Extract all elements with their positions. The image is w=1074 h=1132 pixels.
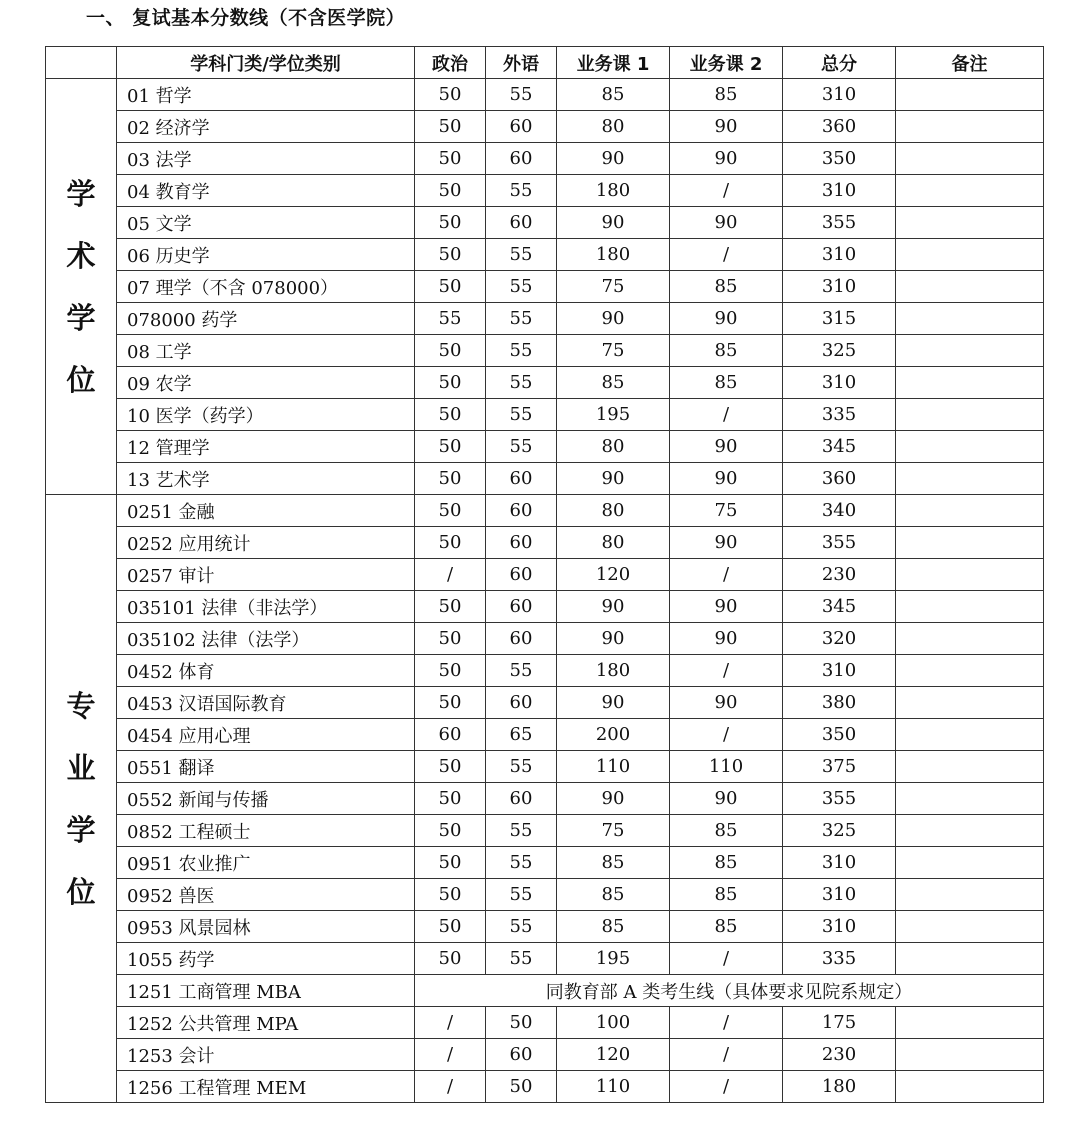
table-row — [46, 1071, 1044, 1103]
header-course1: 业务课 1 — [557, 47, 670, 79]
group-label-char: 学 — [66, 300, 96, 335]
cell-politics: 50 — [415, 591, 486, 623]
table-row — [46, 783, 1044, 815]
cell-politics: 50 — [415, 399, 486, 431]
cell-subject: 1055 药学 — [117, 943, 415, 975]
cell-remarks — [896, 591, 1044, 623]
group-label-char: 术 — [66, 238, 96, 273]
cell-subject: 04 教育学 — [117, 175, 415, 207]
cell-foreign-language: 55 — [486, 815, 557, 847]
cell-subject: 05 文学 — [117, 207, 415, 239]
cell-course1: 110 — [557, 751, 670, 783]
cell-subject: 07 理学（不含 078000） — [117, 271, 415, 303]
cell-politics: 50 — [415, 751, 486, 783]
cell-remarks — [896, 719, 1044, 751]
cell-course1: 85 — [557, 79, 670, 111]
cell-course1: 200 — [557, 719, 670, 751]
cell-course2: 90 — [670, 431, 783, 463]
cell-politics: 50 — [415, 655, 486, 687]
cell-remarks — [896, 431, 1044, 463]
cell-foreign-language: 55 — [486, 399, 557, 431]
table-row — [46, 495, 1044, 527]
cell-foreign-language: 50 — [486, 1071, 557, 1103]
cell-remarks — [896, 687, 1044, 719]
cell-total: 310 — [783, 847, 896, 879]
table-row — [46, 751, 1044, 783]
cell-course1: 90 — [557, 591, 670, 623]
cell-subject: 0452 体育 — [117, 655, 415, 687]
cell-total: 180 — [783, 1071, 896, 1103]
cell-politics: 50 — [415, 815, 486, 847]
cell-subject: 0852 工程硕士 — [117, 815, 415, 847]
cell-politics: 50 — [415, 943, 486, 975]
cell-total: 335 — [783, 943, 896, 975]
cell-course2: / — [670, 1007, 783, 1039]
cell-course1: 75 — [557, 335, 670, 367]
cell-foreign-language: 55 — [486, 79, 557, 111]
cell-politics: 50 — [415, 79, 486, 111]
cell-course1: 80 — [557, 527, 670, 559]
cell-total: 310 — [783, 911, 896, 943]
cell-remarks — [896, 559, 1044, 591]
cell-course1: 90 — [557, 623, 670, 655]
cell-politics: 50 — [415, 335, 486, 367]
cell-merged-note: 同教育部 A 类考生线（具体要求见院系规定） — [415, 975, 1044, 1007]
cell-course1: 90 — [557, 143, 670, 175]
cell-foreign-language: 55 — [486, 175, 557, 207]
cell-subject: 0552 新闻与传播 — [117, 783, 415, 815]
cell-total: 230 — [783, 559, 896, 591]
score-table — [45, 46, 1044, 1103]
cell-course2: / — [670, 719, 783, 751]
group-label-char: 位 — [66, 362, 96, 397]
cell-course1: 90 — [557, 783, 670, 815]
table-row — [46, 431, 1044, 463]
cell-course2: 90 — [670, 207, 783, 239]
cell-remarks — [896, 239, 1044, 271]
cell-course1: 80 — [557, 495, 670, 527]
cell-politics: 50 — [415, 111, 486, 143]
cell-course1: 90 — [557, 687, 670, 719]
cell-foreign-language: 55 — [486, 303, 557, 335]
cell-remarks — [896, 207, 1044, 239]
cell-remarks — [896, 847, 1044, 879]
cell-foreign-language: 55 — [486, 751, 557, 783]
cell-course1: 100 — [557, 1007, 670, 1039]
cell-politics: / — [415, 559, 486, 591]
cell-course1: 80 — [557, 431, 670, 463]
cell-course2: / — [670, 175, 783, 207]
cell-total: 310 — [783, 79, 896, 111]
cell-foreign-language: 55 — [486, 431, 557, 463]
cell-foreign-language: 55 — [486, 239, 557, 271]
table-row — [46, 239, 1044, 271]
cell-course1: 180 — [557, 655, 670, 687]
cell-total: 380 — [783, 687, 896, 719]
cell-course2: 90 — [670, 783, 783, 815]
cell-subject: 035101 法律（非法学） — [117, 591, 415, 623]
cell-politics: 50 — [415, 271, 486, 303]
cell-politics: 50 — [415, 623, 486, 655]
cell-subject: 01 哲学 — [117, 79, 415, 111]
cell-course2: / — [670, 1039, 783, 1071]
cell-total: 355 — [783, 527, 896, 559]
cell-foreign-language: 50 — [486, 1007, 557, 1039]
cell-politics: / — [415, 1039, 486, 1071]
cell-remarks — [896, 623, 1044, 655]
cell-total: 375 — [783, 751, 896, 783]
cell-remarks — [896, 815, 1044, 847]
cell-politics: 50 — [415, 143, 486, 175]
cell-foreign-language: 60 — [486, 783, 557, 815]
group-label — [46, 495, 117, 1103]
header-politics: 政治 — [415, 47, 486, 79]
cell-total: 310 — [783, 655, 896, 687]
table-row — [46, 399, 1044, 431]
cell-remarks — [896, 1007, 1044, 1039]
cell-remarks — [896, 175, 1044, 207]
cell-course1: 75 — [557, 271, 670, 303]
cell-politics: 50 — [415, 879, 486, 911]
cell-remarks — [896, 367, 1044, 399]
cell-course2: 90 — [670, 111, 783, 143]
group-label-char: 业 — [66, 750, 96, 785]
group-label-char: 位 — [66, 874, 96, 909]
cell-course2: 85 — [670, 879, 783, 911]
cell-politics: 50 — [415, 367, 486, 399]
cell-course2: 90 — [670, 143, 783, 175]
cell-subject: 0551 翻译 — [117, 751, 415, 783]
cell-remarks — [896, 943, 1044, 975]
header-subject: 学科门类/学位类别 — [117, 47, 415, 79]
cell-foreign-language: 60 — [486, 527, 557, 559]
cell-course1: 195 — [557, 399, 670, 431]
cell-course2: / — [670, 943, 783, 975]
cell-remarks — [896, 751, 1044, 783]
cell-course2: 90 — [670, 463, 783, 495]
cell-course2: 90 — [670, 687, 783, 719]
cell-subject: 06 历史学 — [117, 239, 415, 271]
cell-subject: 078000 药学 — [117, 303, 415, 335]
cell-course2: 85 — [670, 271, 783, 303]
header-group — [46, 47, 117, 79]
cell-course2: 85 — [670, 79, 783, 111]
cell-course1: 180 — [557, 239, 670, 271]
table-row — [46, 335, 1044, 367]
cell-course2: 90 — [670, 591, 783, 623]
cell-course2: 85 — [670, 335, 783, 367]
cell-foreign-language: 55 — [486, 367, 557, 399]
cell-politics: 50 — [415, 463, 486, 495]
cell-foreign-language: 55 — [486, 847, 557, 879]
cell-remarks — [896, 1071, 1044, 1103]
cell-course1: 180 — [557, 175, 670, 207]
cell-total: 350 — [783, 719, 896, 751]
cell-course1: 85 — [557, 911, 670, 943]
cell-total: 230 — [783, 1039, 896, 1071]
cell-total: 355 — [783, 783, 896, 815]
cell-subject: 10 医学（药学） — [117, 399, 415, 431]
cell-course1: 85 — [557, 879, 670, 911]
table-row — [46, 815, 1044, 847]
cell-foreign-language: 60 — [486, 207, 557, 239]
cell-course2: 85 — [670, 847, 783, 879]
cell-course1: 110 — [557, 1071, 670, 1103]
cell-foreign-language: 55 — [486, 335, 557, 367]
cell-remarks — [896, 911, 1044, 943]
cell-politics: 50 — [415, 911, 486, 943]
cell-foreign-language: 55 — [486, 655, 557, 687]
cell-foreign-language: 55 — [486, 271, 557, 303]
cell-subject: 0953 风景园林 — [117, 911, 415, 943]
cell-foreign-language: 60 — [486, 687, 557, 719]
cell-subject: 0952 兽医 — [117, 879, 415, 911]
cell-total: 345 — [783, 591, 896, 623]
header-foreign-language: 外语 — [486, 47, 557, 79]
cell-course2: 110 — [670, 751, 783, 783]
group-label-char: 学 — [66, 812, 96, 847]
cell-politics: 50 — [415, 527, 486, 559]
cell-total: 335 — [783, 399, 896, 431]
cell-remarks — [896, 111, 1044, 143]
table-row — [46, 879, 1044, 911]
cell-course1: 90 — [557, 207, 670, 239]
cell-total: 340 — [783, 495, 896, 527]
group-label-char: 专 — [66, 688, 96, 723]
cell-politics: 50 — [415, 783, 486, 815]
cell-total: 325 — [783, 335, 896, 367]
cell-course2: 75 — [670, 495, 783, 527]
cell-politics: 50 — [415, 239, 486, 271]
table-row — [46, 719, 1044, 751]
section-heading: 一、 复试基本分数线（不含医学院） — [86, 7, 406, 29]
cell-remarks — [896, 495, 1044, 527]
cell-course1: 85 — [557, 847, 670, 879]
cell-subject: 1256 工程管理 MEM — [117, 1071, 415, 1103]
cell-politics: / — [415, 1007, 486, 1039]
cell-subject: 09 农学 — [117, 367, 415, 399]
table-row — [46, 975, 1044, 1007]
cell-subject: 08 工学 — [117, 335, 415, 367]
cell-total: 355 — [783, 207, 896, 239]
cell-politics: 60 — [415, 719, 486, 751]
cell-course2: 85 — [670, 911, 783, 943]
cell-foreign-language: 55 — [486, 911, 557, 943]
cell-total: 360 — [783, 111, 896, 143]
cell-total: 320 — [783, 623, 896, 655]
cell-course2: 90 — [670, 623, 783, 655]
table-row — [46, 623, 1044, 655]
table-row — [46, 303, 1044, 335]
cell-subject: 02 经济学 — [117, 111, 415, 143]
cell-course2: 90 — [670, 303, 783, 335]
cell-subject: 035102 法律（法学） — [117, 623, 415, 655]
cell-course2: 90 — [670, 527, 783, 559]
cell-course1: 90 — [557, 463, 670, 495]
cell-politics: / — [415, 1071, 486, 1103]
cell-foreign-language: 60 — [486, 559, 557, 591]
cell-politics: 50 — [415, 175, 486, 207]
cell-remarks — [896, 79, 1044, 111]
cell-total: 310 — [783, 879, 896, 911]
table-row — [46, 943, 1044, 975]
table-body — [46, 79, 1044, 1103]
cell-course1: 195 — [557, 943, 670, 975]
cell-course2: / — [670, 655, 783, 687]
header-course2: 业务课 2 — [670, 47, 783, 79]
cell-remarks — [896, 783, 1044, 815]
cell-subject: 03 法学 — [117, 143, 415, 175]
table-row — [46, 591, 1044, 623]
cell-total: 360 — [783, 463, 896, 495]
cell-subject: 12 管理学 — [117, 431, 415, 463]
cell-foreign-language: 55 — [486, 943, 557, 975]
header-total: 总分 — [783, 47, 896, 79]
cell-remarks — [896, 879, 1044, 911]
cell-course1: 90 — [557, 303, 670, 335]
cell-remarks — [896, 655, 1044, 687]
cell-subject: 13 艺术学 — [117, 463, 415, 495]
cell-politics: 55 — [415, 303, 486, 335]
table-row — [46, 367, 1044, 399]
cell-politics: 50 — [415, 847, 486, 879]
cell-total: 310 — [783, 239, 896, 271]
cell-foreign-language: 60 — [486, 495, 557, 527]
cell-remarks — [896, 303, 1044, 335]
table-row — [46, 847, 1044, 879]
table-row — [46, 655, 1044, 687]
header-remarks: 备注 — [896, 47, 1044, 79]
table-row — [46, 207, 1044, 239]
cell-foreign-language: 60 — [486, 143, 557, 175]
cell-politics: 50 — [415, 495, 486, 527]
cell-course1: 80 — [557, 111, 670, 143]
cell-subject: 0251 金融 — [117, 495, 415, 527]
cell-foreign-language: 60 — [486, 463, 557, 495]
cell-total: 310 — [783, 271, 896, 303]
table-row — [46, 271, 1044, 303]
cell-course2: / — [670, 239, 783, 271]
table-row — [46, 1039, 1044, 1071]
cell-politics: 50 — [415, 207, 486, 239]
table-row — [46, 143, 1044, 175]
table-row — [46, 911, 1044, 943]
cell-foreign-language: 55 — [486, 879, 557, 911]
cell-remarks — [896, 399, 1044, 431]
cell-subject: 1253 会计 — [117, 1039, 415, 1071]
cell-subject: 0453 汉语国际教育 — [117, 687, 415, 719]
table-row — [46, 175, 1044, 207]
cell-total: 315 — [783, 303, 896, 335]
cell-remarks — [896, 143, 1044, 175]
cell-total: 310 — [783, 175, 896, 207]
cell-politics: 50 — [415, 431, 486, 463]
cell-subject: 0454 应用心理 — [117, 719, 415, 751]
cell-course2: 85 — [670, 815, 783, 847]
table-row — [46, 559, 1044, 591]
cell-total: 345 — [783, 431, 896, 463]
table-row — [46, 463, 1044, 495]
cell-subject: 1251 工商管理 MBA — [117, 975, 415, 1007]
cell-course1: 75 — [557, 815, 670, 847]
cell-subject: 0252 应用统计 — [117, 527, 415, 559]
table-row — [46, 687, 1044, 719]
cell-remarks — [896, 527, 1044, 559]
cell-foreign-language: 60 — [486, 1039, 557, 1071]
cell-remarks — [896, 335, 1044, 367]
table-row — [46, 527, 1044, 559]
cell-subject: 1252 公共管理 MPA — [117, 1007, 415, 1039]
cell-foreign-language: 60 — [486, 591, 557, 623]
cell-remarks — [896, 463, 1044, 495]
cell-total: 175 — [783, 1007, 896, 1039]
cell-total: 325 — [783, 815, 896, 847]
header-row — [46, 47, 1044, 79]
group-label — [46, 79, 117, 495]
table-row — [46, 79, 1044, 111]
cell-course1: 120 — [557, 559, 670, 591]
cell-course1: 120 — [557, 1039, 670, 1071]
cell-subject: 0257 审计 — [117, 559, 415, 591]
cell-remarks — [896, 1039, 1044, 1071]
cell-foreign-language: 60 — [486, 111, 557, 143]
cell-foreign-language: 60 — [486, 623, 557, 655]
cell-remarks — [896, 271, 1044, 303]
cell-course2: / — [670, 1071, 783, 1103]
cell-course2: / — [670, 399, 783, 431]
cell-politics: 50 — [415, 687, 486, 719]
cell-subject: 0951 农业推广 — [117, 847, 415, 879]
cell-course2: / — [670, 559, 783, 591]
cell-foreign-language: 65 — [486, 719, 557, 751]
group-label-char: 学 — [66, 176, 96, 211]
cell-course2: 85 — [670, 367, 783, 399]
cell-total: 310 — [783, 367, 896, 399]
cell-total: 350 — [783, 143, 896, 175]
table-row — [46, 111, 1044, 143]
table-row — [46, 1007, 1044, 1039]
cell-course1: 85 — [557, 367, 670, 399]
